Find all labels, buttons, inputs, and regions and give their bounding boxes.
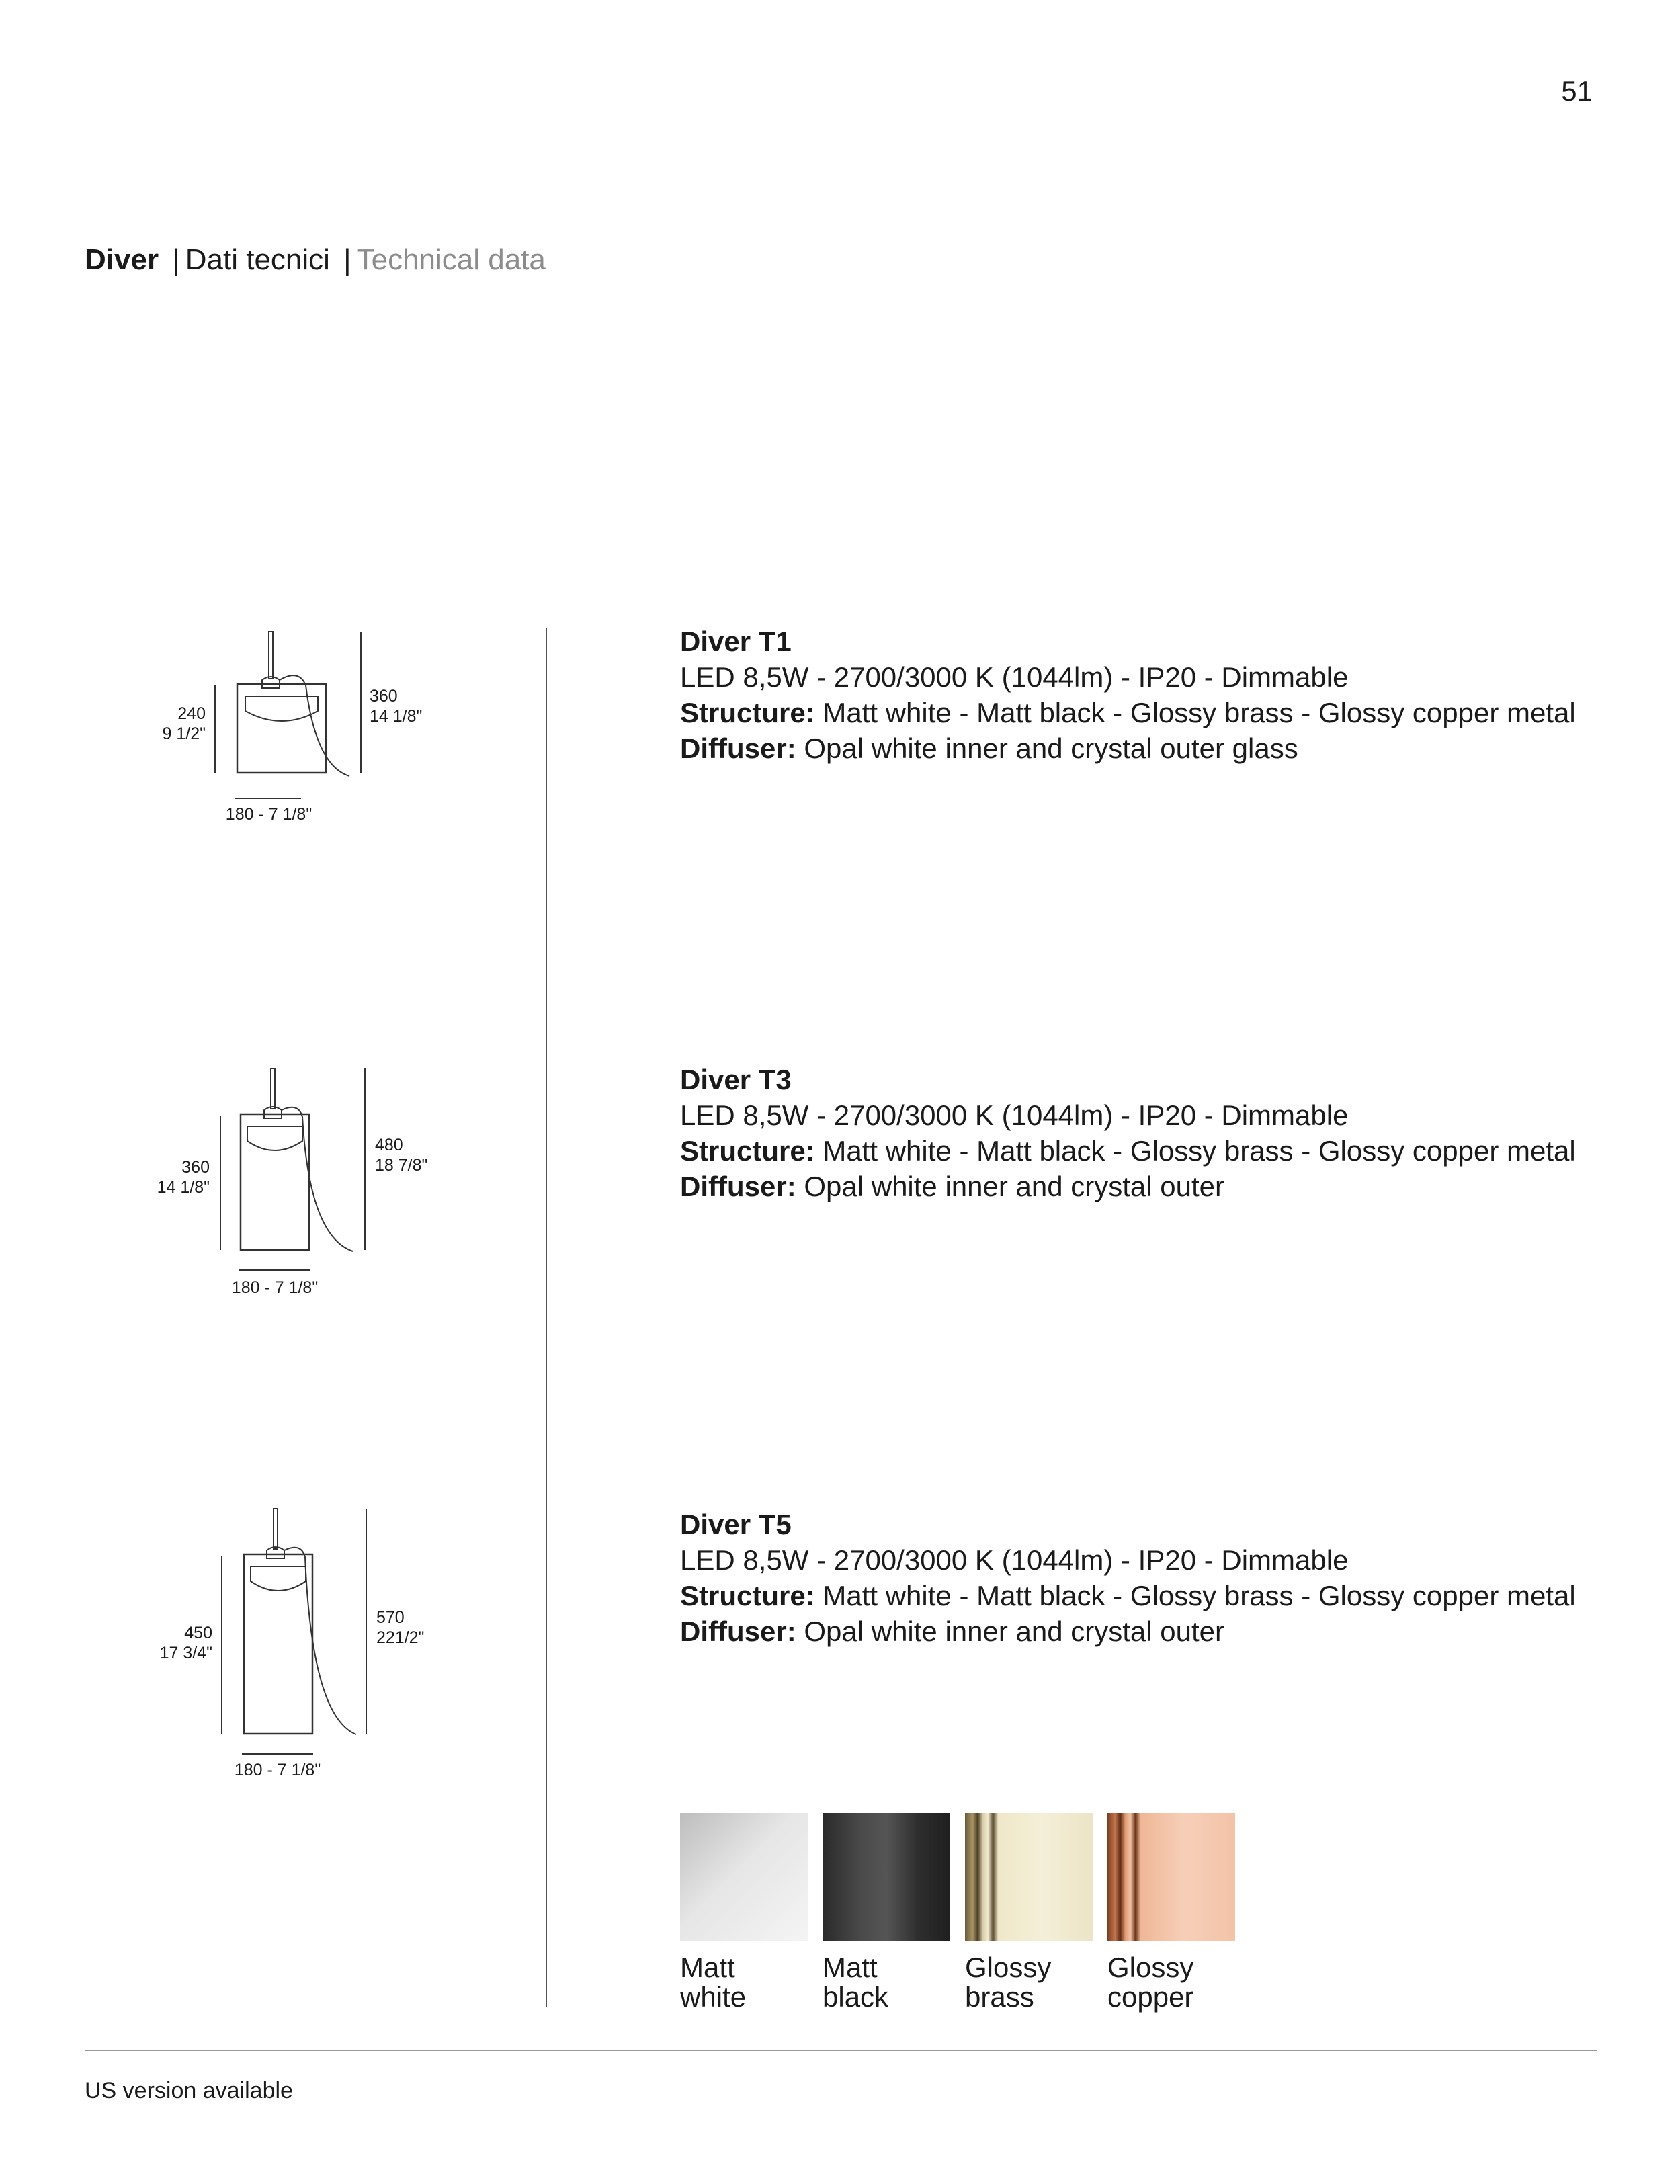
dim-right-in: 221/2" [376, 1628, 425, 1647]
swatch-label [823, 1953, 950, 2012]
lamp-t1-diagram [148, 632, 470, 833]
structure-label: Structure: [680, 1135, 815, 1167]
swatch-label-line2: copper [1107, 1981, 1194, 2013]
title-english: Technical data [356, 243, 546, 276]
swatch-label [1107, 1953, 1235, 2012]
swatch-label [680, 1953, 808, 2012]
product-diver-t1 [680, 624, 1621, 766]
structure-value: Matt white - Matt black - Glossy brass - Glossy copper metal [814, 1135, 1576, 1167]
swatch-chip [680, 1813, 808, 1941]
dim-right-mm: 480 [375, 1136, 403, 1154]
swatch-chip [1107, 1813, 1235, 1941]
page-number: 51 [1561, 75, 1593, 107]
product-specs: LED 8,5W - 2700/3000 K (1044lm) - IP20 - Dimmable [680, 1099, 1349, 1131]
swatch-label [965, 1953, 1093, 2012]
dim-width: 180 - 7 1/8" [231, 1278, 319, 1297]
swatch-matt-white [680, 1813, 808, 2012]
product-diver-t3 [680, 1062, 1621, 1204]
swatch-label-line2: white [680, 1981, 747, 2013]
product-specs: LED 8,5W - 2700/3000 K (1044lm) - IP20 - Dimmable [680, 1544, 1349, 1576]
vertical-divider [546, 628, 547, 2007]
title-separator: | [172, 243, 180, 276]
structure-label: Structure: [680, 697, 815, 728]
product-diffuser [680, 730, 1621, 766]
page-title [85, 243, 546, 277]
product-structure [680, 1133, 1621, 1169]
dim-width: 180 - 7 1/8" [225, 805, 312, 824]
footer-note: US version available [85, 2078, 293, 2103]
product-specs: LED 8,5W - 2700/3000 K (1044lm) - IP20 - Dimmable [680, 661, 1349, 693]
swatch-label-line1: Glossy [965, 1951, 1052, 1983]
product-structure [680, 1578, 1621, 1613]
swatch-label-line2: brass [965, 1981, 1034, 2013]
lamp-t5-diagram [148, 1509, 470, 1777]
lamp-t3-diagram [148, 1068, 470, 1297]
dim-left-in: 17 3/4" [159, 1644, 212, 1663]
diffuser-label: Diffuser: [680, 1615, 796, 1647]
swatch-label-line1: Matt [823, 1951, 878, 1983]
brand-name: Diver [85, 243, 159, 276]
product-title: Diver T3 [680, 1064, 792, 1095]
swatch-chip [823, 1813, 950, 1941]
product-title: Diver T1 [680, 626, 792, 657]
swatch-label-line1: Glossy [1107, 1951, 1194, 1983]
structure-value: Matt white - Matt black - Glossy brass - Glossy copper metal [814, 697, 1576, 728]
dim-left-in: 14 1/8" [157, 1178, 210, 1197]
title-italian: Dati tecnici [185, 243, 330, 276]
product-title: Diver T5 [680, 1509, 792, 1540]
structure-label: Structure: [680, 1580, 815, 1611]
product-structure [680, 695, 1621, 730]
diffuser-label: Diffuser: [680, 1171, 796, 1202]
drawing-t5 [148, 1509, 470, 1777]
product-diffuser [680, 1613, 1621, 1649]
dim-width: 180 - 7 1/8" [234, 1761, 321, 1779]
swatch-label-line2: black [823, 1981, 889, 2013]
diffuser-value: Opal white inner and crystal outer glass [796, 732, 1298, 764]
swatch-label-line1: Matt [680, 1951, 735, 1983]
diffuser-value: Opal white inner and crystal outer [796, 1615, 1225, 1647]
drawing-t3 [148, 1068, 470, 1297]
dim-right-in: 18 7/8" [375, 1156, 428, 1175]
swatch-glossy-copper [1107, 1813, 1235, 2012]
dim-left-mm: 360 [181, 1158, 210, 1177]
product-diver-t5 [680, 1507, 1621, 1649]
dim-right-in: 14 1/8" [370, 707, 423, 726]
diffuser-value: Opal white inner and crystal outer [796, 1171, 1225, 1202]
product-diffuser [680, 1169, 1621, 1204]
dim-left-mm: 240 [177, 704, 206, 723]
dim-right-mm: 360 [370, 687, 398, 706]
diffuser-label: Diffuser: [680, 732, 796, 764]
dim-left-mm: 450 [184, 1624, 212, 1642]
drawing-t1 [148, 632, 470, 833]
swatch-glossy-brass [965, 1813, 1093, 2012]
swatch-chip [965, 1813, 1093, 1941]
footer-divider [85, 2050, 1597, 2051]
swatch-matt-black [823, 1813, 950, 2012]
dim-left-in: 9 1/2" [162, 724, 206, 743]
title-separator: | [343, 243, 351, 276]
dim-right-mm: 570 [376, 1608, 405, 1627]
structure-value: Matt white - Matt black - Glossy brass - Glossy copper metal [814, 1580, 1576, 1611]
